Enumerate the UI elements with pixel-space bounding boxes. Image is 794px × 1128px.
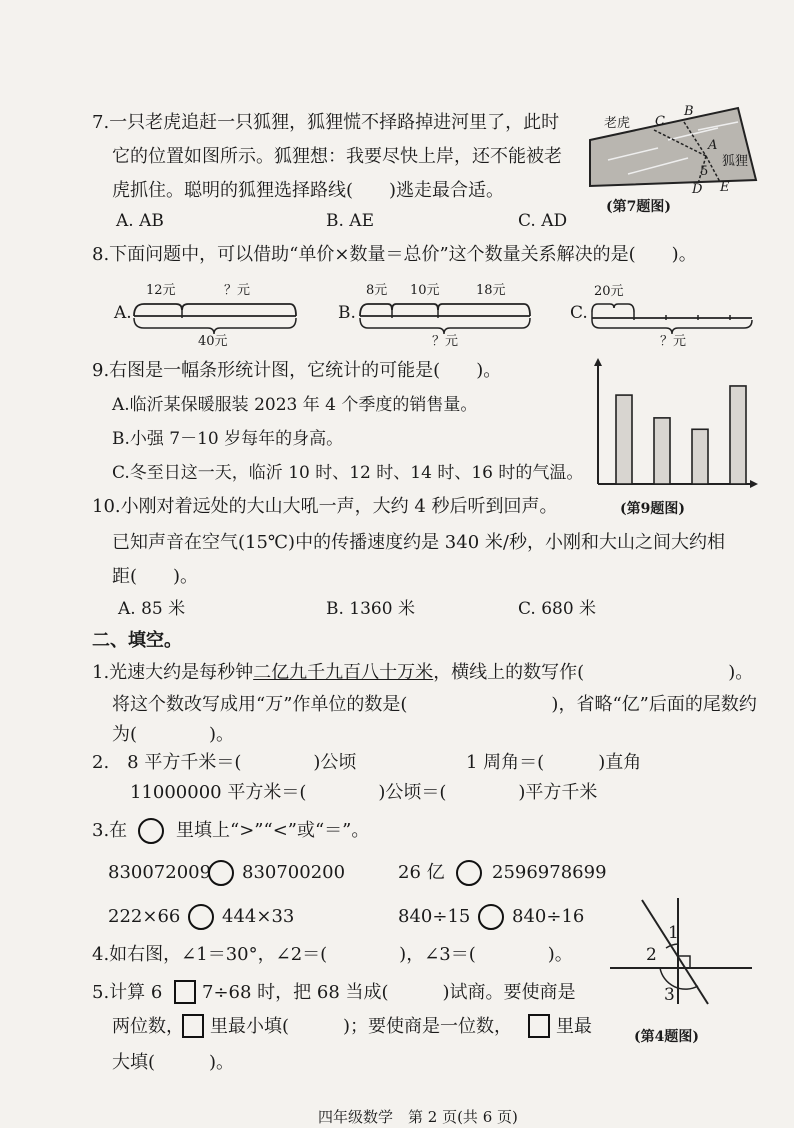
fill1-line1-a: 1.光速大约是每秒钟 — [92, 662, 254, 683]
q9-bar-chart — [588, 358, 760, 490]
fill3-instruction-circle — [138, 818, 164, 844]
q7-length-5: 5 — [700, 164, 709, 179]
fill3-post: 里填上“>”“<”或“＝”。 — [176, 820, 370, 841]
fill4-angle-label-1: 1 — [668, 923, 679, 943]
fill5-a1: 5.计算 6 — [92, 982, 163, 1003]
q9-figure-caption: (第9题图) — [620, 501, 685, 517]
fill5-digit-box-2[interactable] — [182, 1014, 204, 1038]
q8-a-bottom: 40元 — [198, 334, 228, 349]
fill5-b2: 里最小填( )；要使商是一位数， — [210, 1016, 513, 1037]
q8-option-a-diagram — [130, 296, 300, 336]
fill3-compare-circle-1[interactable] — [208, 860, 234, 886]
q7-river-figure — [588, 100, 760, 192]
q7-point-b: B — [684, 104, 694, 119]
fill5-b3: 里最 — [556, 1016, 592, 1037]
q7-label-fox: 狐狸 — [722, 154, 749, 169]
q8-b-top2: 10元 — [410, 283, 440, 298]
q10-option-c: C. 680 米 — [518, 599, 597, 619]
fill3-compare-circle-2[interactable] — [456, 860, 482, 886]
q9-option-c: C.冬至日这一天，临沂 10 时、12 时、14 时、16 时的气温。 — [112, 463, 584, 483]
q9-option-a: A.临沂某保暖服装 2023 年 4 个季度的销售量。 — [112, 395, 478, 415]
fill1-line1 — [92, 662, 753, 684]
fill1-underlined-number: 二亿九千九百八十万米 — [253, 662, 434, 683]
q8-stem: 8.下面问题中，可以借助“单价×数量＝总价”这个数量关系解决的是( )。 — [92, 244, 697, 265]
chart-bar-4 — [730, 386, 746, 484]
q8-c-top: 20元 — [594, 284, 624, 299]
q10-line1: 10.小刚对着远处的大山大吼一声，大约 4 秒后听到回声。 — [92, 496, 558, 517]
fill4-angle-label-3: 3 — [664, 985, 675, 1005]
q7-point-e: E — [720, 180, 730, 195]
fill5-c: 大填( )。 — [112, 1052, 235, 1073]
q9-option-b: B.小强 7－10 岁每年的身高。 — [112, 429, 344, 449]
fill5-a2: 7÷68 时，把 68 当成( )试商。要使商是 — [202, 982, 576, 1003]
q8-option-c-label: C. — [570, 303, 588, 323]
q8-a-top1: 12元 — [146, 283, 176, 298]
q10-option-b: B. 1360 米 — [326, 599, 415, 619]
chart-x-arrow — [750, 480, 758, 488]
q8-b-top1: 8元 — [366, 283, 388, 298]
fill3-compare-circle-3[interactable] — [188, 904, 214, 930]
q8-option-b-label: B. — [338, 303, 356, 323]
q8-option-b-diagram — [356, 296, 536, 336]
fill3-pre: 3.在 — [92, 820, 128, 841]
chart-y-arrow — [594, 358, 602, 366]
fill5-digit-box-1[interactable] — [174, 980, 196, 1004]
fill3-c1-right: 830700200 — [242, 862, 346, 883]
fill3-c4-right: 840÷16 — [512, 906, 585, 927]
q7-option-b: B. AE — [326, 211, 374, 231]
q8-c-bottom: ？元 — [660, 334, 687, 349]
fill2-b: 1 周角＝( )直角 — [466, 752, 642, 773]
q7-figure-caption: (第7题图) — [606, 199, 671, 215]
fill2-a: 2. 8 平方千米＝( )公顷 — [92, 752, 357, 773]
fill4-angle-label-2: 2 — [646, 945, 657, 965]
q8-b-top3: 18元 — [476, 283, 506, 298]
fill3-c1-left: 830072009 — [108, 862, 212, 883]
chart-bar-3 — [692, 429, 708, 484]
fill3-c3-right: 444×33 — [222, 906, 295, 927]
q7-line2: 它的位置如图所示。狐狸想：我要尽快上岸，还不能被老 — [112, 146, 562, 167]
fill3-c2-right: 2596978699 — [492, 862, 607, 883]
q7-label-tiger: 老虎 — [604, 116, 631, 131]
q7-option-a: A. AB — [116, 211, 164, 231]
q7-point-a: A — [708, 138, 718, 153]
fill2-c: 11000000 平方米＝( )公顷＝( )平方千米 — [130, 782, 598, 803]
fill4-angle-figure — [606, 892, 756, 1010]
q7-point-c: C — [655, 114, 665, 129]
fill3-compare-circle-4[interactable] — [478, 904, 504, 930]
fill1-line3: 为( )。 — [112, 724, 235, 745]
chart-bar-1 — [616, 395, 632, 484]
q10-option-a: A. 85 米 — [118, 599, 186, 619]
fill4-figure-caption: (第4题图) — [634, 1029, 699, 1045]
q7-point-d: D — [692, 182, 703, 197]
q9-stem: 9.右图是一幅条形统计图，它统计的可能是( )。 — [92, 360, 502, 381]
fill1-line1-b: ，横线上的数写作( )。 — [433, 662, 754, 683]
q8-option-a-label: A. — [114, 303, 132, 323]
page-footer: 四年级数学 第 2 页(共 6 页) — [318, 1108, 518, 1126]
q8-option-c-diagram — [588, 296, 758, 336]
q10-line2: 已知声音在空气(15℃)中的传播速度约是 340 米/秒，小刚和大山之间大约相 — [112, 532, 725, 553]
fill5-digit-box-3[interactable] — [528, 1014, 550, 1038]
fill1-line2: 将这个数改写成用“万”作单位的数是( )，省略“亿”后面的尾数约 — [112, 694, 757, 715]
section2-title: 二、填空。 — [92, 630, 182, 651]
fill3-c4-left: 840÷15 — [398, 906, 471, 927]
q10-line3: 距( )。 — [112, 566, 199, 587]
q7-line1: 7.一只老虎追赶一只狐狸，狐狸慌不择路掉进河里了，此时 — [92, 112, 560, 133]
q7-option-c: C. AD — [518, 211, 568, 231]
fill4-text: 4.如右图，∠1＝30°，∠2＝( )，∠3＝( )。 — [92, 944, 573, 965]
fill3-c3-left: 222×66 — [108, 906, 181, 927]
q8-a-top2: ？元 — [224, 283, 251, 298]
q7-line3: 虎抓住。聪明的狐狸选择路线( )逃走最合适。 — [112, 180, 505, 201]
fill3-c2-left: 26 亿 — [398, 862, 445, 883]
q8-b-bottom: ？元 — [432, 334, 459, 349]
chart-bar-2 — [654, 418, 670, 484]
fill5-b1: 两位数， — [112, 1016, 184, 1037]
